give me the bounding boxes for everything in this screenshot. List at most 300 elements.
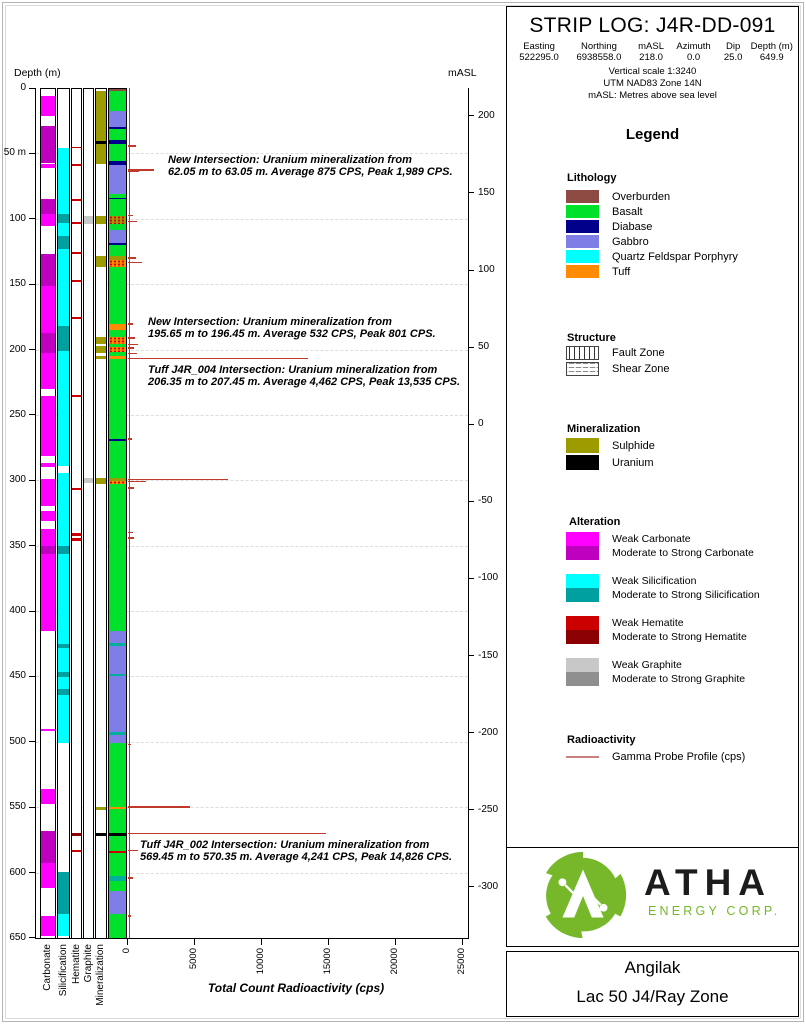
silicification-interval: [58, 554, 69, 644]
hematite-track: [71, 88, 82, 939]
legend-item: [566, 189, 738, 204]
carbonate-column-label: Carbonate: [42, 944, 53, 991]
depth-tick: [29, 153, 35, 154]
depth-tick-label: 50 m: [3, 147, 26, 159]
legend-item-label: Overburden: [612, 190, 671, 203]
legend-item-label: Fault Zone: [612, 347, 665, 359]
masl-tick-label: -250: [478, 803, 499, 815]
depth-tick: [29, 414, 35, 415]
project-name: Angilak: [624, 958, 681, 977]
masl-axis-label: mASL: [448, 67, 477, 79]
carbonate-interval: [41, 396, 55, 455]
carbonate-interval: [41, 789, 55, 803]
gamma-spike: [128, 481, 146, 483]
lithology-interval: [109, 359, 126, 439]
alteration-pair: [566, 616, 760, 644]
carbonate-interval: [41, 729, 55, 731]
hole-metadata: [512, 41, 794, 63]
hematite-column-label: Hematite: [70, 944, 82, 985]
meta-column: [632, 41, 671, 63]
depth-axis: [35, 88, 36, 939]
mineralization-interval: [96, 216, 106, 224]
masl-tick: [468, 424, 474, 425]
qfp-swatch: [566, 250, 599, 263]
alteration-pair: [566, 658, 760, 686]
carbonate-interval: [41, 333, 55, 353]
depth-tick: [29, 349, 35, 350]
depth-tick: [29, 611, 35, 612]
lithology-interval: [109, 881, 126, 891]
meta-value: 0.0: [686, 52, 701, 63]
meta-label: Depth (m): [750, 41, 793, 52]
masl-tick: [468, 115, 474, 116]
legend-item: [566, 454, 655, 471]
mineralization-interval: [96, 833, 106, 836]
gamma-spike: [128, 221, 137, 223]
carbonate-track: [40, 88, 56, 939]
alteration-labels: [612, 658, 745, 686]
hem_weak-swatch: [566, 616, 599, 630]
depth-tick: [29, 480, 35, 481]
depth-tick-label: 350: [9, 539, 26, 551]
gamma-tick-label: 15000: [322, 948, 333, 975]
alteration-weak-label: Weak Hematite: [612, 617, 684, 629]
legend-item-label: Gabbro: [612, 235, 649, 248]
lithology-interval: [109, 199, 126, 215]
gamma-tick: [127, 939, 128, 945]
legend-structure-heading: Structure: [567, 332, 616, 344]
depth-tick-label: 450: [9, 670, 26, 682]
lithology-interval: [109, 441, 126, 478]
alteration-strong-label: Moderate to Strong Carbonate: [612, 547, 754, 559]
masl-tick-label: 50: [478, 341, 490, 353]
lithology-interval: [109, 676, 126, 732]
depth-tick-label: 400: [9, 605, 26, 617]
depth-tick: [29, 872, 35, 873]
lithology-interval: [109, 646, 126, 673]
mineralization-interval: [96, 91, 106, 141]
masl-tick-label: -300: [478, 880, 499, 892]
lithology-interval: [109, 245, 126, 256]
legend-item: [566, 204, 738, 219]
annotation-line-1: Tuff J4R_004 Intersection: Uranium mineralization from: [148, 364, 438, 376]
gamma-tick: [194, 939, 195, 945]
gamma-spike: [128, 353, 137, 355]
gamma-spike: [128, 833, 326, 835]
note-masl: mASL: Metres above sea level: [588, 90, 717, 101]
fault-swatch: [566, 346, 599, 360]
meta-value: 6938558.0: [576, 52, 622, 63]
hematite-interval: [72, 395, 81, 397]
carbonate-interval: [41, 199, 55, 214]
annotation-line-1: New Intersection: Uranium mineralization from: [168, 154, 412, 166]
lithology-interval: [109, 129, 126, 140]
graphite-track: [83, 88, 94, 939]
lithology-interval: [109, 267, 126, 325]
mineralization-track: [95, 88, 107, 939]
legend-title: Legend: [625, 126, 680, 143]
annotation-line-2: 62.05 m to 63.05 m. Average 875 CPS, Peak 1,989 CPS.: [168, 165, 453, 178]
masl-tick-label: -200: [478, 726, 499, 738]
annotation-line-1: New Intersection: Uranium mineralization from: [148, 316, 392, 328]
hematite-interval: [72, 147, 81, 149]
legend-item: [566, 345, 669, 361]
legend-item: [566, 234, 738, 249]
gamma-spike: [128, 337, 135, 339]
graphite-interval: [84, 216, 93, 224]
gamma-spike: [128, 915, 131, 917]
mineralization-interval: [96, 356, 106, 359]
depth-tick-label: 600: [9, 866, 26, 878]
alteration-labels: [612, 616, 747, 644]
alteration-weak-label: Weak Carbonate: [612, 533, 691, 545]
carbonate-interval: [41, 916, 55, 936]
gamma-spike: [128, 344, 138, 346]
alteration-pair: [566, 574, 760, 602]
legend-item-label: Quartz Feldspar Porphyry: [612, 250, 738, 263]
hematite-interval: [72, 488, 81, 490]
meta-label: Easting: [523, 41, 555, 52]
gamma-spike: [128, 358, 308, 360]
strip-log-title: STRIP LOG: J4R-DD-091: [529, 14, 776, 37]
depth-tick-label: 100: [9, 212, 26, 224]
gamma-spike: [128, 850, 138, 852]
meta-column: [566, 41, 632, 63]
gamma-tick: [395, 939, 396, 945]
alteration-strong-label: Moderate to Strong Graphite: [612, 673, 746, 685]
legend-mineralization-items: [566, 437, 655, 471]
meta-column: [512, 41, 566, 63]
meta-column: [717, 41, 750, 63]
gamma-tick-label: 25000: [456, 948, 467, 975]
gamma-tick: [328, 939, 329, 945]
depth-tick: [29, 545, 35, 546]
lithology-interval: [109, 836, 126, 852]
meta-value: 218.0: [639, 52, 663, 63]
carbonate-interval: [41, 463, 55, 467]
masl-tick: [468, 655, 474, 656]
gamma-tick: [462, 939, 463, 945]
depth-tick-label: 250: [9, 408, 26, 420]
lithology-interval: [109, 631, 126, 643]
silicification-interval: [58, 473, 69, 546]
carbonate-interval: [41, 554, 55, 631]
scale-notes: [507, 66, 798, 102]
basalt-swatch: [566, 205, 599, 218]
legend-radioactivity-heading: Radioactivity: [567, 734, 636, 746]
atha-logo-icon: [536, 848, 630, 942]
carbonate-interval: [41, 546, 55, 554]
lithology-interval: [109, 91, 126, 111]
meta-label: Northing: [580, 41, 617, 52]
depth-tick: [29, 741, 35, 742]
depth-axis-label: Depth (m): [14, 67, 61, 79]
meta-column: [750, 41, 794, 63]
gamma-spike: [128, 537, 134, 539]
legend-item-label: Shear Zone: [612, 363, 670, 375]
legend-item-label: Diabase: [612, 220, 653, 233]
masl-tick: [468, 270, 474, 271]
legend-item: [566, 437, 655, 454]
hematite-interval: [72, 850, 81, 852]
legend-item: [566, 264, 738, 279]
meta-label: mASL: [638, 41, 664, 52]
intersection-annotation: [140, 840, 452, 863]
masl-tick: [468, 578, 474, 579]
carbonate-interval: [41, 96, 55, 116]
intersection-annotation: [148, 317, 436, 340]
depth-tick-label: 500: [9, 735, 26, 747]
mineralization-interval: [96, 256, 106, 266]
gra_weak-swatch: [566, 658, 599, 672]
lithology-interval: [109, 260, 126, 267]
masl-tick-label: -150: [478, 649, 499, 661]
legend-item-label: Sulphide: [612, 439, 655, 452]
sil_strong-swatch: [566, 588, 599, 602]
depth-tick-label: 0: [20, 82, 26, 93]
depth-tick-label: 150: [9, 278, 26, 290]
gamma-spike: [128, 170, 139, 172]
depth-tick: [29, 218, 35, 219]
diabase-swatch: [566, 220, 599, 233]
alteration-pair: [566, 532, 760, 560]
carbonate-interval: [41, 511, 55, 521]
hematite-interval: [72, 222, 81, 224]
carbonate-interval: [41, 353, 55, 389]
lithology-interval: [109, 809, 126, 833]
legend-alteration-heading: Alteration: [569, 516, 621, 528]
gra_strong-swatch: [566, 672, 599, 686]
note-vertical-scale: Vertical scale 1:3240: [608, 66, 697, 77]
depth-tick-label: 550: [9, 801, 26, 813]
annotation-line-1: Tuff J4R_002 Intersection: Uranium mineralization from: [140, 839, 430, 851]
depth-tick-label: 650: [9, 931, 26, 943]
meta-column: [670, 41, 716, 63]
gamma-tick-label: 5000: [188, 948, 199, 970]
hematite-interval: [72, 533, 81, 536]
meta-value: 649.9: [759, 52, 784, 63]
mineralization-interval: [96, 807, 106, 810]
lithology-track: [108, 88, 127, 939]
silicification-interval: [58, 249, 69, 325]
depth-tick: [29, 88, 35, 89]
silicification-interval: [58, 326, 69, 351]
lithology-interval: [109, 330, 126, 337]
silicification-interval: [58, 677, 69, 689]
gamma-spike: [128, 438, 132, 440]
carbonate-interval: [41, 126, 55, 163]
masl-tick-label: 150: [478, 186, 495, 198]
legend-lithology-heading: Lithology: [567, 172, 617, 184]
gamma-spike: [128, 806, 190, 808]
silicification-interval: [58, 872, 69, 914]
gamma-spike: [128, 262, 142, 264]
hematite-interval: [72, 252, 81, 254]
gamma-spike: [128, 145, 136, 147]
hematite-interval: [72, 199, 81, 201]
alteration-strong-label: Moderate to Strong Silicification: [612, 589, 760, 601]
masl-tick-label: -100: [478, 572, 499, 584]
atha-wordmark: ATHA: [644, 862, 773, 903]
depth-tick-label: 200: [9, 343, 26, 355]
gamma-tick-label: 0: [121, 948, 132, 954]
intersection-annotation: [168, 155, 453, 178]
gamma-axis: [35, 938, 468, 939]
hematite-interval: [72, 833, 81, 836]
legend-mineralization-heading: Mineralization: [567, 423, 641, 435]
legend-lithology-items: [566, 189, 738, 279]
silicification-interval: [58, 546, 69, 554]
gamma-spike: [128, 487, 134, 489]
masl-axis: [468, 88, 469, 939]
carb_strong-swatch: [566, 546, 599, 560]
silicification-track: [57, 88, 70, 939]
depth-tick: [29, 676, 35, 677]
lithology-interval: [109, 853, 126, 877]
gamma-legend-label: Gamma Probe Profile (cps): [612, 751, 746, 763]
meta-value: 25.0: [723, 52, 743, 63]
silicification-interval: [58, 648, 69, 672]
overburden-swatch: [566, 190, 599, 203]
hematite-interval: [72, 538, 81, 541]
info-panel: [506, 6, 799, 947]
gamma-spike: [128, 347, 134, 349]
masl-tick-label: 200: [478, 109, 495, 121]
gamma-spike: [128, 532, 133, 534]
lithology-interval: [109, 165, 126, 194]
lithology-interval: [109, 743, 126, 807]
uranium-swatch: [566, 455, 599, 470]
lithology-interval: [109, 144, 126, 161]
annotation-line-2: 569.45 m to 570.35 m. Average 4,241 CPS, Peak 14,826 CPS.: [140, 850, 453, 863]
mineralization-interval: [96, 144, 106, 164]
legend-item: [566, 249, 738, 264]
silicification-interval: [58, 695, 69, 743]
carbonate-interval: [41, 164, 55, 168]
gamma-spike: [128, 323, 133, 325]
shear-swatch: [566, 362, 599, 376]
gamma-tick: [261, 939, 262, 945]
masl-tick: [468, 809, 474, 810]
lithology-interval: [109, 484, 126, 631]
zone-name: Lac 50 J4/Ray Zone: [576, 987, 729, 1006]
sulphide-swatch: [566, 438, 599, 453]
carbonate-interval: [41, 529, 55, 546]
legend-item: [566, 219, 738, 234]
mineralization-column-label: Mineralization: [95, 944, 106, 1006]
meta-label: Dip: [726, 41, 741, 52]
gamma-axis-title: Total Count Radioactivity (cps): [207, 981, 385, 995]
meta-value: 522295.0: [519, 52, 559, 63]
alteration-strong-label: Moderate to Strong Hematite: [612, 631, 747, 643]
gamma-tick-label: 10000: [255, 948, 266, 975]
silicification-interval: [58, 914, 69, 936]
masl-tick: [468, 886, 474, 887]
gamma-tick-label: 20000: [389, 948, 400, 975]
alteration-labels: [612, 532, 754, 560]
meta-label: Azimuth: [676, 41, 711, 52]
annotation-line-2: 206.35 m to 207.45 m. Average 4,462 CPS, Peak 13,535 CPS.: [148, 375, 461, 388]
legend-item-label: Tuff: [612, 265, 631, 278]
masl-tick-label: 100: [478, 264, 495, 275]
hematite-interval: [72, 317, 81, 320]
legend-alteration-items: [566, 532, 760, 700]
atha-subtitle: ENERGY CORP.: [648, 904, 781, 918]
mineralization-interval: [96, 346, 106, 353]
carb_weak-swatch: [566, 532, 599, 546]
hem_strong-swatch: [566, 630, 599, 644]
carbonate-interval: [41, 286, 55, 333]
masl-tick: [468, 192, 474, 193]
carbonate-interval: [41, 214, 55, 226]
legend-item-label: Basalt: [612, 205, 643, 218]
annotation-line-2: 195.65 m to 196.45 m. Average 532 CPS, Peak 801 CPS.: [148, 327, 436, 340]
legend-gamma-item: [566, 750, 745, 764]
masl-tick-label: 0: [478, 418, 484, 430]
silicification-interval: [58, 223, 69, 236]
alteration-swatch-stack: [566, 658, 599, 686]
silicification-interval: [58, 148, 69, 214]
depth-tick-label: 300: [9, 474, 26, 486]
gamma-line-swatch: [566, 756, 599, 758]
gamma-spike: [128, 215, 133, 217]
hematite-interval: [72, 280, 81, 282]
intersection-annotation: [148, 365, 460, 388]
gamma-spike: [128, 877, 133, 879]
mineralization-interval: [96, 478, 106, 484]
gamma-spike: [128, 744, 131, 746]
carbonate-interval: [41, 863, 55, 888]
legend-structure-items: [566, 345, 669, 377]
alteration-swatch-stack: [566, 616, 599, 644]
carbonate-interval: [41, 479, 55, 506]
graphite-column-label: Graphite: [82, 944, 94, 983]
silicification-interval: [58, 351, 69, 465]
lithology-interval: [109, 230, 126, 243]
masl-tick-label: -50: [478, 495, 493, 507]
lithology-interval: [109, 735, 126, 743]
carbonate-interval: [41, 831, 55, 863]
legend-item-label: Uranium: [612, 456, 654, 469]
mineralization-interval: [96, 337, 106, 344]
silicification-column-label: Silicification: [57, 944, 69, 997]
gabbro-swatch: [566, 235, 599, 248]
masl-tick: [468, 501, 474, 502]
carbonate-interval: [41, 254, 55, 286]
alteration-swatch-stack: [566, 532, 599, 560]
alteration-swatch-stack: [566, 574, 599, 602]
alteration-weak-label: Weak Silicification: [612, 575, 697, 587]
legend-item: [566, 361, 669, 377]
sil_weak-swatch: [566, 574, 599, 588]
note-utm-zone: UTM NAD83 Zone 14N: [603, 78, 702, 89]
graphite-interval: [84, 478, 93, 483]
masl-tick: [468, 347, 474, 348]
silicification-interval: [58, 214, 69, 223]
hematite-interval: [72, 164, 81, 166]
masl-tick: [468, 732, 474, 733]
lithology-interval: [109, 914, 126, 939]
tuff-swatch: [566, 265, 599, 278]
lithology-interval: [109, 891, 126, 915]
gamma-spike: [128, 257, 136, 259]
lithology-interval: [109, 216, 126, 224]
silicification-interval: [58, 236, 69, 249]
depth-tick: [29, 807, 35, 808]
alteration-weak-label: Weak Graphite: [612, 659, 682, 671]
alteration-labels: [612, 574, 760, 602]
depth-tick: [29, 284, 35, 285]
